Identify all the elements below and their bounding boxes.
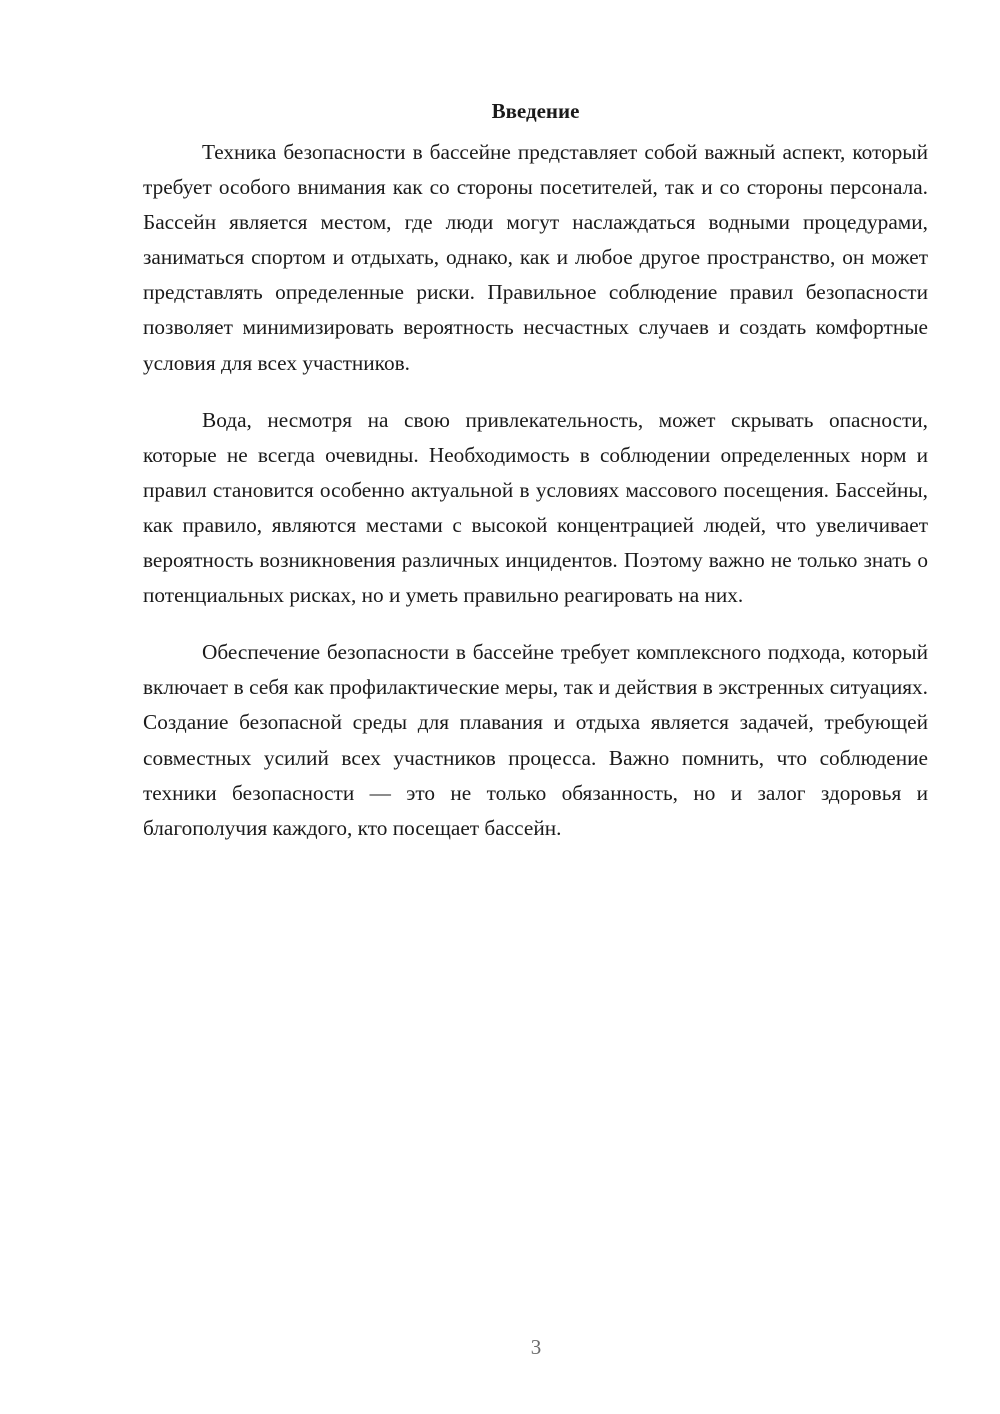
paragraph-1: Техника безопасности в бассейне представляет собой важный аспект, который требует особого внимания как со стороны посетителей, так и со стороны персонала. Бассейн является местом, где люди могут наслаждаться водными процедурами, заниматься спортом и отдыхать, однако, как и любое другое пространство, он может представлять определенные риски. Правильное соблюдение правил безопасности позволяет минимизировать вероятность несчастных случаев и создать комфортные условия для всех участников.: [143, 140, 928, 375]
page-number: 3: [530, 1335, 542, 1359]
paragraph-3: Обеспечение безопасности в бассейне требует комплексного подхода, который включает в себя как профилактические меры, так и действия в экстренных ситуациях. Создание безопасной среды для плавания и отдыха является задачей, требующей совместных усилий всех участников процесса. Важно помнить, что соблюдение техники безопасности — это не только обязанность, но и залог здоровья и благополучия каждого, кто посещает бассейн.: [143, 640, 928, 840]
page-content: [143, 97, 928, 868]
paragraph-2: Вода, несмотря на свою привлекательность, может скрывать опасности, которые не всегда очевидны. Необходимость в соблюдении определенных норм и правил становится особенно актуальной в условиях массового посещения. Бассейны, как правило, являются местами с высокой концентрацией людей, что увеличивает вероятность возникновения различных инцидентов. Поэтому важно не только знать о потенциальных рисках, но и уметь правильно реагировать на них.: [143, 407, 928, 608]
section-title: Введение: [491, 99, 580, 123]
